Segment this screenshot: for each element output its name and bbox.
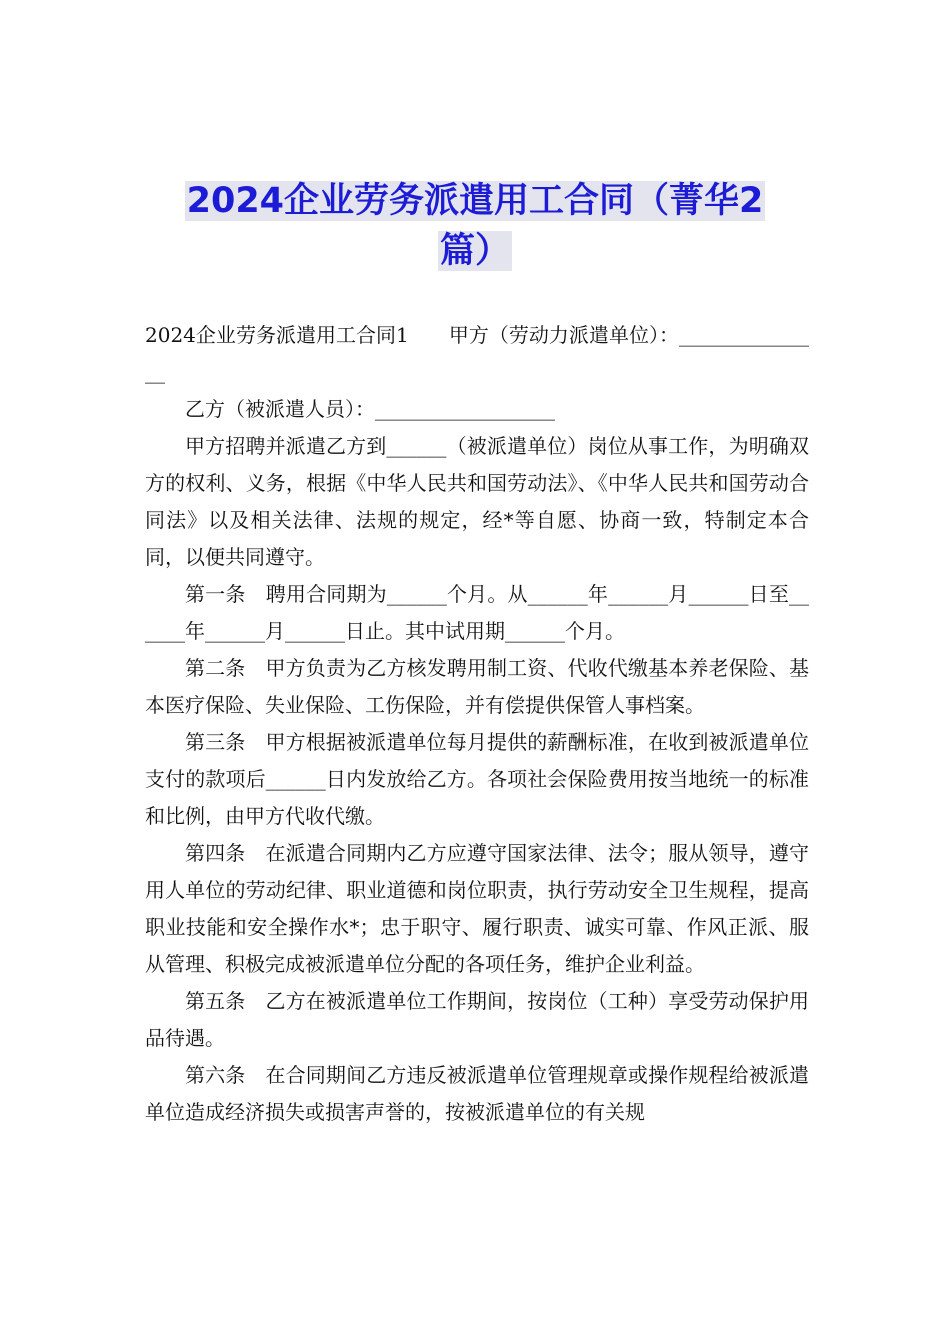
paragraph-party-b: 乙方（被派遣人员）：__________________ — [185, 397, 555, 421]
paragraph-article-5: 第五条 乙方在被派遣单位工作期间，按岗位（工种）享受劳动保护用品待遇。 — [145, 989, 809, 1050]
paragraph-article-1: 第一条 聘用合同期为______个月。从______年______月______日至______年______月______日止。其中试用期______个月。 — [145, 582, 809, 643]
document-title-text: 2024企业劳务派遣用工合同（菁华2篇） — [186, 181, 764, 271]
document-body — [145, 317, 809, 1131]
paragraph-intro: 2024企业劳务派遣用工合同1 甲方（劳动力派遣单位）：_______________ — [145, 323, 809, 384]
paragraph-preamble: 甲方招聘并派遣乙方到______（被派遣单位）岗位从事工作，为明确双方的权利、义务，根据《中华人民共和国劳动法》、《中华人民共和国劳动合同法》以及相关法律、法规的规定，经*等自愿、协商一致，特制定本合同，以便共同遵守。 — [145, 434, 809, 569]
paragraph-article-2: 第二条 甲方负责为乙方核发聘用制工资、代收代缴基本养老保险、基本医疗保险、失业保险、工伤保险，并有偿提供保管人事档案。 — [145, 656, 809, 717]
document-title — [160, 176, 790, 276]
paragraph-article-4: 第四条 在派遣合同期内乙方应遵守国家法律、法令；服从领导，遵守用人单位的劳动纪律、职业道德和岗位职责，执行劳动安全卫生规程，提高职业技能和安全操作水*；忠于职守、履行职责、诚实可靠、作风正派、服从管理、积极完成被派遣单位分配的各项任务，维护企业利益。 — [145, 841, 809, 976]
paragraph-article-6: 第六条 在合同期间乙方违反被派遣单位管理规章或操作规程给被派遣单位造成经济损失或损害声誉的，按被派遣单位的有关规 — [145, 1063, 809, 1124]
paragraph-article-3: 第三条 甲方根据被派遣单位每月提供的薪酬标准，在收到被派遣单位支付的款项后______日内发放给乙方。各项社会保险费用按当地统一的标准和比例，由甲方代收代缴。 — [145, 730, 809, 828]
